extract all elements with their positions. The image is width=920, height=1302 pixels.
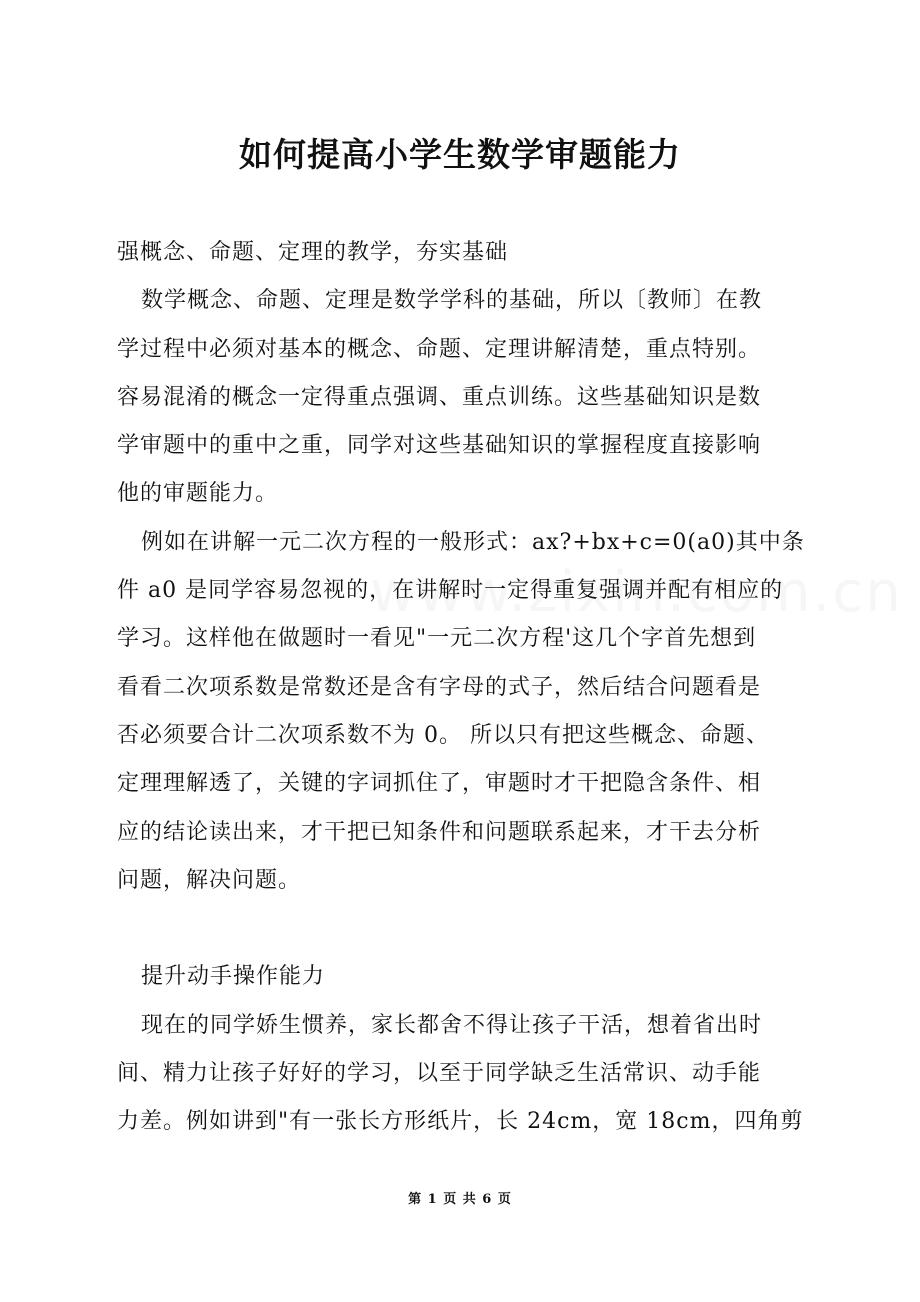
paragraph-line: 学审题中的重中之重，同学对这些基础知识的掌握程度直接影响 [117,433,762,459]
paragraph-line: 间、精力让孩子好好的学习，以至于同学缺乏生活常识、动手能 [117,1061,762,1087]
paragraph-line: 学习。这样他在做题时一看见"一元二次方程'这几个字首先想到 [117,626,757,652]
paragraph-line: 他的审题能力。 [117,481,279,507]
paragraph-line: 问题，解决问题。 [117,867,302,893]
paragraph-line: 现在的同学娇生惯养，家长都舍不得让孩子干活，想着省出时 [141,1012,763,1038]
paragraph-line: 例如在讲解一元二次方程的一般形式：ax?+bx+c=0(a0)其中条 [141,529,805,555]
paragraph-line: 应的结论读出来，才干把已知条件和问题联系起来，才干去分析 [117,819,762,845]
section-heading: 强概念、命题、定理的教学，夯实基础 [117,240,509,265]
paragraph-line: 看看二次项系数是常数还是含有字母的式子，然后结合问题看是 [117,674,762,700]
paragraph-line: 学过程中必须对基本的概念、命题、定理讲解清楚，重点特别。 [117,336,762,362]
paragraph-line: 容易混淆的概念一定得重点强调、重点训练。这些基础知识是数 [117,384,762,410]
paragraph-line: 力差。例如讲到"有一张长方形纸片，长 24cm，宽 18cm，四角剪 [117,1109,804,1135]
document-title: 如何提高小学生数学审题能力 [239,135,681,174]
paragraph-line: 件 a0 是同学容易忽视的，在讲解时一定得重复强调并配有相应的 [117,578,784,604]
page-footer: 第 1 页 共 6 页 [408,1192,512,1207]
paragraph-line: 数学概念、命题、定理是数学学科的基础，所以〔教师〕在教 [141,288,763,314]
blank-line [117,905,817,953]
section-heading: 提升动手操作能力 [141,964,326,990]
paragraph-line: 定理理解透了，关键的字词抓住了，审题时才干把隐含条件、相 [117,771,762,797]
document-body [117,229,817,1147]
paragraph-line: 否必须要合计二次项系数不为 0。 所以只有把这些概念、命题、 [117,722,769,748]
